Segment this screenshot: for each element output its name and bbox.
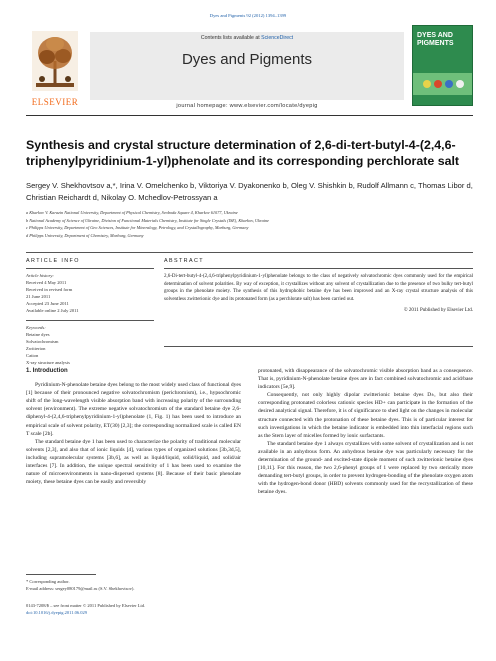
abstract-copyright: © 2011 Published by Elsevier Ltd. [403,308,473,314]
article-info-rule [26,268,154,269]
history-item: Accepted 23 June 2011 [26,300,69,306]
cover-title: DYES AND PIGMENTS [417,32,454,47]
body-paragraph: The standard betaine dye 1 always crystallizes with some solvent of crystallization and is not available in an anhydrous form. An anhydrous betaine dye was particularly necessary for the determination of the ground- and excited-state dipole moment of such zwitterionic betaine dyes [10,11]. For this reason, the two 2,6-phenyl groups of 1 were replaced by two sterically more demanding tert-butyl groups, in order to prevent hydrogen-bonding of the phenolate oxygen atom with the hydrogen-bond donor (HBD) solvents commonly used for the recrystallization of these betaine dyes. [258,440,473,496]
body-paragraph: Consequently, not only highly dipolar zwitterionic betaine dyes D±, but also their corresponding protonated colorless cationic species HD+ can participate in the formation of the desired analytical signal. Therefore, it is of significance to shed light on the changes in molecular structure connected with the protonation of these betaine dyes. This is of particular interest for such investigations in which the betaine indicator is embedded into thin interfacial regions such as the Stern layer of micelles formed by ionic surfactants. [258,392,473,439]
elsevier-logo[interactable] [26,25,84,112]
body-paragraph: protonated, with disappearance of the solvatochromic visible absorption band as a consequence. That is, pyridinium-N-phenolate betaine dyes are in fact combined solvatochromic and acid/base indicators [5e,9]. [258,368,473,391]
body-column-right [258,367,473,497]
abstract-text: 2,6-Di-tert-butyl-4-(2,4,6-triphenylpyridinium-1-yl)phenolate belongs to the class of negatively solvatochromic dyes commonly used for the empirical determination of solvent polarities. By way of exception, it crystallizes without any solvent of crystallization due to the presence of two bulky tert-butyl groups in the phenolate moiety. The synthesis of this hydrophobic betaine dye has been improved and an X-ray crystal structure analysis of this solventless zwitterionic dye and its protonated form (as a perchlorate salt) has been carried out. [164,274,473,302]
contents-line [90,35,404,41]
keyword-item[interactable]: X-ray structure analysis [26,359,70,365]
footnote-rule [26,574,96,575]
keyword-item[interactable]: Zwitterion [26,346,46,352]
email-note[interactable]: E-mail address: sergey080179@mail.ru (S.V. Shekhovtsov). [26,585,135,591]
abstract-rule [164,268,473,269]
abstract-heading: ABSTRACT [164,258,204,264]
masthead-rule [26,115,473,116]
journal-homepage[interactable]: journal homepage: www.elsevier.com/locate/dyepig [176,103,318,109]
footnote [26,579,241,593]
article-info [26,258,154,367]
abstract-end-rule [164,346,473,347]
cover-graphic-icon [421,77,465,91]
journal-masthead [26,25,473,112]
abstract-section [164,258,473,313]
article-title: Synthesis and crystal structure determination of 2,6-di-tert-butyl-4-(2,4,6-triphenylpyridinium-1-yl)phenolate and its corresponding perchlorate salt [26,138,460,168]
affiliation-list [26,209,473,240]
history-item: Received 4 May 2011 [26,279,67,285]
journal-banner [90,32,404,100]
doi-link[interactable]: doi:10.1016/j.dyepig.2011.06.029 [26,609,87,615]
history-label: Article history: [26,273,54,278]
issn-line: 0143-7208/$ – see front matter © 2011 Published by Elsevier Ltd. [26,603,146,608]
affiliation-c: c Philipps University, Department of Geo Sciences, Institute for Mineralogy, Petrology, and Crystallography, Marburg, Germany [26,225,249,231]
affiliation-rule [26,252,473,253]
page-footer [26,603,241,617]
corresponding-author-note: * Corresponding author. [26,579,70,584]
publisher-name: ELSEVIER [31,97,79,107]
author-list[interactable]: Sergey V. Shekhovtsov a,*, Irina V. Omelchenko b, Viktoriya V. Dyakonenko b, Oleg V. Shishkin b, Rudolf Allmann c, Thomas Libor d, Christian Reichardt d, Nikolay O. Mchedlov-Petrossyan a [26,181,473,202]
affiliation-a: a Kharkov V. Karazin National University, Department of Physical Chemistry, Svoboda Square 4, Kharkov 61077, Ukraine [26,210,238,215]
journal-citation[interactable]: Dyes and Pigments 92 (2012) 1394–1399 [209,13,287,18]
history-item: Received in revised form [26,286,73,292]
body-column-left [26,367,241,486]
section-heading: 1. Introduction [26,368,68,374]
keyword-item[interactable]: Cation [26,353,39,359]
article-info-heading: ARTICLE INFO [26,258,80,264]
affiliation-d: d Philipps University, Department of Chemistry, Marburg, Germany [26,233,144,239]
body-paragraph: The standard betaine dye 1 has been used to characterize the polarity of traditional molecular solvents [2,3], and also that of ionic liquids [4], various types of organized solutions [3b,3d,5], including supramolecular systems [3b,6], as well as liquid/liquid, solid/liquid, and solid/air interfaces [7]. In addition, the unique spectral sensitivity of 1 has been used to examine the nature of microenvironments in nano-dispersed systems [8]. Because of their basic phenolate moiety, these betaine dyes can be easily and reversibly [26,438,241,486]
keywords-label: Keywords: [26,325,46,331]
keyword-item[interactable]: Solvatochromism [26,339,59,345]
keywords-rule [26,320,154,321]
keyword-item[interactable]: Betaine dyes [26,332,50,338]
sciencedirect-link[interactable]: ScienceDirect [261,35,294,41]
journal-name[interactable]: Dyes and Pigments [181,51,313,68]
contents-prefix: Contents lists available at [200,35,262,41]
elsevier-tree-icon [32,31,78,91]
body-paragraph: Pyridinium-N-phenolate betaine dyes belong to the most widely used class of functional dyes [1] because of their pronounced negative solvatochromism (perichromism), i.e., hypsochromic shift of the long-wavelength visible absorption band with increasing polarity of the surrounding solvent (environment). The extreme negative solvatochromism of the standard betaine dye 2,6-diphenyl-4-(2,4,6-triphenylpyridinium-1-yl)phenolate (1, Fig. 1) has been used to introduce an empirical scale of solvent polarity, ET(30) [2,3]; the corresponding normalized scale is called EN T scale [2b]. [26,382,241,437]
history-item: 21 June 2011 [26,293,51,299]
journal-cover-image[interactable] [412,25,473,106]
history-item: Available online 2 July 2011 [26,307,79,313]
affiliation-b: b National Academy of Science of Ukraine, Division of Functional Materials Chemistry, Institute for Single Crystals (ISE), Kharkov, Ukraine [26,217,270,223]
